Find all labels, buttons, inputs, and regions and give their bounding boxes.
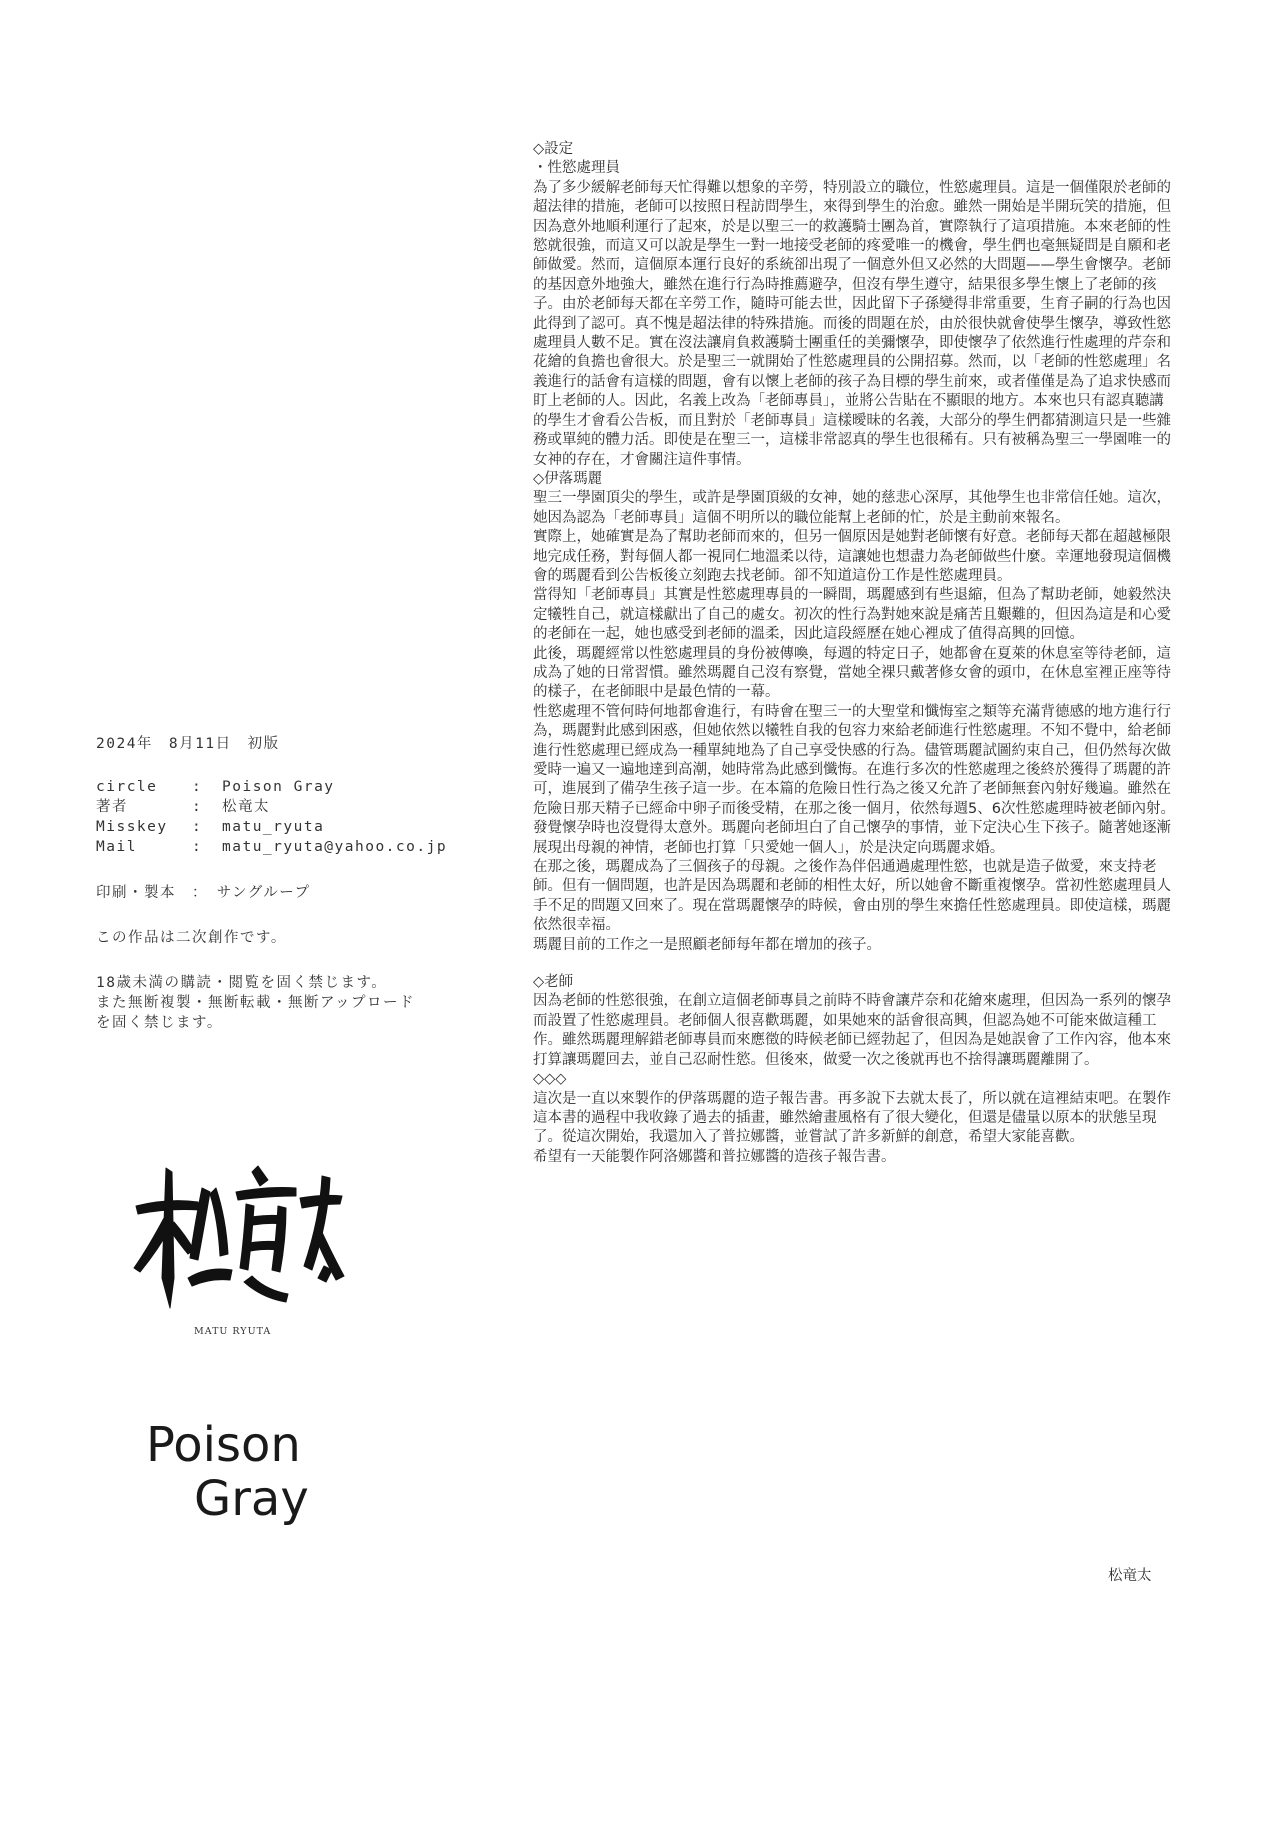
paragraph: 希望有一天能製作阿洛娜醬和普拉娜醬的造孩子報告書。: [533, 1148, 896, 1165]
meta-value: Poison Gray: [222, 779, 335, 795]
meta-key: circle: [96, 779, 158, 795]
restriction-line: を固く禁じます。: [96, 1015, 223, 1031]
section-heading: ◇設定: [533, 141, 574, 157]
meta-row-mail: [96, 837, 496, 857]
printing-line: 印刷・製本 ： サングループ: [96, 885, 311, 901]
meta-value: 松竜太: [222, 799, 270, 815]
section-divider: ◇◇◇: [533, 1071, 567, 1088]
paragraph: 當得知「老師專員」其實是性慾處理專員的一瞬間，瑪麗感到有些退縮，但為了幫助老師，她毅然決定犧牲自己，就這樣獻出了自己的處女。初次的性行為對她來說是痛苦且艱難的，但因為這是和心愛的老師在一起，她也感受到老師的溫柔，因此這段經歷在她心裡成了值得高興的回憶。: [533, 587, 1171, 643]
restriction-notice: [96, 973, 496, 1033]
derivative-notice: この作品は二次創作です。: [96, 930, 287, 946]
paragraph: 此後，瑪麗經常以性慾處理員的身份被傳喚，每週的特定日子，她都會在夏萊的休息室等待老師，這成為了她的日常習慣。雖然瑪麗自己沒有察覺，當她全裸只戴著修女會的頭巾，在休息室裡正座等待的樣子，在老師眼中是最色情的一幕。: [533, 645, 1171, 701]
paragraph: 為了多少緩解老師每天忙得難以想象的辛勞，特別設立的職位，性慾處理員。這是一個僅限於老師的超法律的措施，老師可以按照日程訪問學生，來得到學生的治愈。雖然一開始是半開玩笑的措施，但因為意外地順利運行了起來，於是以聖三一的救護騎士團為首，實際執行了這項措施。本來老師的性慾就很強，而這又可以說是學生一對一地接受老師的疼愛唯一的機會，學生們也毫無疑問是自願和老師做愛。然而，這個原本運行良好的系統卻出現了一個意外但又必然的大問題——學生會懷孕。老師的基因意外地強大，雖然在進行行為時推薦避孕，但沒有學生遵守，結果很多學生懷上了老師的孩子。由於老師每天都在辛勞工作，隨時可能去世，因此留下子孫變得非常重要，生育子嗣的行為也因此得到了認可。真不愧是超法律的特殊措施。而後的問題在於，由於很快就會使學生懷孕，導致性慾處理員人數不足。實在沒法讓肩負救護騎士團重任的美彌懷孕，即使懷孕了依然進行性處理的芹奈和花繪的負擔也會很大。於是聖三一就開始了性慾處理員的公開招募。然而，以「老師的性慾處理」名義進行的話會有這樣的問題，會有以懷上老師的孩子為目標的學生前來，或者僅僅是為了追求快感而盯上老師的人。因此，名義上改為「老師專員」，並將公告貼在不顯眼的地方。本來也只有認真聽講的學生才會看公告板，而且對於「老師專員」這樣曖昧的名義，大部分的學生們都猜測這只是一些雜務或單純的體力活。即使是在聖三一，這樣非常認真的學生也很稀有。只有被稱為聖三一學園唯一的女神的存在，才會關注這件事情。: [533, 179, 1171, 468]
paragraph: 這次是一直以來製作的伊落瑪麗的造子報告書。再多說下去就太長了，所以就在這裡結束吧。在製作這本書的過程中我收錄了過去的插畫，雖然繪畫風格有了很大變化，但還是儘量以原本的狀態呈現了。從這次開始，我還加入了普拉娜醬，並嘗試了許多新鮮的創意，希望大家能喜歡。: [533, 1090, 1171, 1146]
circle-logo-line: Gray: [194, 1471, 309, 1527]
paragraph: 因為老師的性慾很強，在創立這個老師專員之前時不時會讓芹奈和花繪來處理，但因為一系列的懷孕而設置了性慾處理員。老師個人很喜歡瑪麗，如果她來的話會很高興，但認為她不可能來做這種工作。雖然瑪麗理解錯老師專員而來應徵的時候老師已經勃起了，但因為是她誤會了工作內容，他本來打算讓瑪麗回去，並自己忍耐性慾。但後來，做愛一次之後就再也不捨得讓瑪麗離開了。: [533, 993, 1171, 1068]
paragraph: 性慾處理不管何時何地都會進行，有時會在聖三一的大聖堂和懺悔室之類等充滿背德感的地方進行行為，瑪麗對此感到困惑，但她依然以犧牲自我的包容力來給老師進行性慾處理。不知不覺中，給老師進行性慾處理已經成為一種單純地為了自己享受快感的行為。儘管瑪麗試圖約束自己，但仍然每次做愛時一遍又一遍地達到高潮，她時常為此感到懺悔。在進行多次的性慾處理之後終於獲得了瑪麗的許可，進展到了備孕生孩子這一步。在本篇的危險日性行為之後又允許了老師無套內射好幾遍。雖然在危險日那天精子已經命中卵子而後受精，在那之後一個月，依然每週5、6次性慾處理時被老師內射。發覺懷孕時也沒覺得太意外。瑪麗向老師坦白了自己懷孕的事情，並下定決心生下孩子。隨著她逐漸展現出母親的神情，老師也打算「只愛她一個人」，於是決定向瑪麗求婚。: [533, 703, 1175, 856]
restriction-line: また無断複製・無断転載・無断アップロード: [96, 995, 415, 1011]
circle-logo-line: Poison: [146, 1417, 301, 1473]
paragraph: 聖三一學園頂尖的學生，或許是學園頂級的女神，她的慈悲心深厚，其他學生也非常信任她。這次，她因為認為「老師專員」這個不明所以的職位能幫上老師的忙，於是主動前來報名。: [533, 490, 1171, 526]
meta-key: Misskey: [96, 819, 168, 835]
paragraph: 在那之後，瑪麗成為了三個孩子的母親。之後作為伴侶通過處理性慾，也就是造子做愛，來支持老師。但有一個問題，也許是因為瑪麗和老師的相性太好，所以她會不斷重複懷孕。當初性慾處理員人手不足的問題又回來了。現在當瑪麗懷孕的時候，會由別的學生來擔任性慾處理員。即使這樣，瑪麗依然很幸福。: [533, 859, 1171, 934]
meta-value: matu_ryuta@yahoo.co.jp: [222, 839, 448, 855]
paragraph: 實際上，她確實是為了幫助老師而來的，但另一個原因是她對老師懷有好意。老師每天都在超越極限地完成任務，對每個人都一視同仁地溫柔以待，這讓她也想盡力為老師做些什麼。幸運地發現這個機會的瑪麗看到公告板後立刻跑去找老師。卻不知道這份工作是性慾處理員。: [533, 529, 1171, 584]
subsection-heading: ・性慾處理員: [533, 160, 620, 177]
meta-separator: :: [192, 779, 203, 795]
section-heading: ◇伊落瑪麗: [533, 470, 603, 487]
paragraph: 瑪麗目前的工作之一是照顧老師每年都在增加的孩子。: [533, 936, 881, 953]
edition-line: 2024年 8月11日 初版: [96, 736, 280, 752]
colophon: [96, 732, 496, 1033]
meta-row-misskey: [96, 817, 496, 837]
meta-row-author: [96, 797, 496, 817]
restriction-line: 18歳未満の購読・閲覧を固く禁じます。: [96, 975, 388, 991]
meta-row-circle: [96, 777, 496, 797]
meta-separator: :: [192, 799, 203, 815]
meta-key: Mail: [96, 839, 137, 855]
author-logo-caption: MATU RYUTA: [194, 1326, 272, 1337]
meta-key: 著者: [96, 799, 128, 815]
afterword-article: [533, 140, 1175, 1185]
character-description: [533, 489, 1175, 955]
author-signature: 松竜太: [1108, 1568, 1152, 1584]
afterword: [533, 1090, 1175, 1168]
meta-separator: :: [192, 819, 203, 835]
meta-separator: :: [192, 839, 203, 855]
meta-value: matu_ryuta: [222, 819, 325, 835]
section-heading: ◇老師: [533, 974, 574, 991]
circle-logo: [118, 1418, 358, 1526]
author-calligraphy-logo: [128, 1158, 348, 1318]
